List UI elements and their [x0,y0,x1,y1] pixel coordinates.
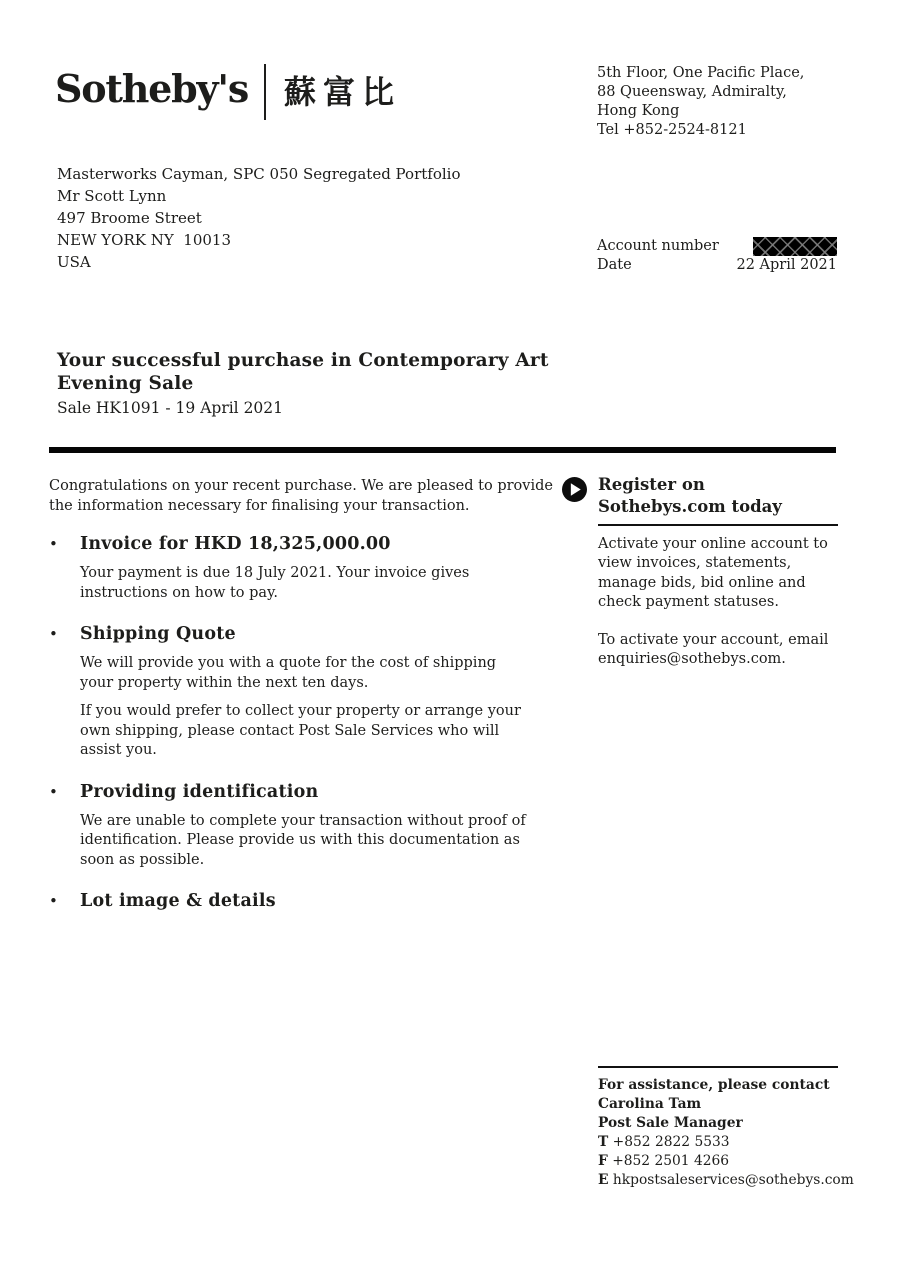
account-date-block [597,237,837,275]
letter-title: Your successful purchase in Contemporary Art Evening Sale [57,350,549,394]
date-label: Date [597,257,632,273]
bullet-heading: Lot image & details [80,891,276,911]
bullet-item-lot-image [49,890,554,921]
fax-label: F [598,1152,608,1169]
account-number-label: Account number [597,238,719,254]
phone-label: T [598,1133,609,1150]
email-address: hkpostsaleservices@sothebys.com [612,1171,854,1188]
date-value: 22 April 2021 [736,257,837,273]
register-heading: Register on Sothebys.com today [598,475,782,516]
contact-name: Carolina Tam [598,1095,702,1112]
account-number-redacted [753,237,837,256]
contact-role: Post Sale Manager [598,1114,743,1131]
recipient-line: USA [57,253,91,271]
bullet-marker [49,890,80,921]
phone-number: +852 2822 5533 [612,1133,730,1150]
office-address-line: Hong Kong [597,103,680,119]
intro-paragraph: Congratulations on your recent purchase. We are pleased to provide the information necessary for finalising your transaction. [49,478,553,514]
register-paragraph: To activate your account, email enquiries@sothebys.com. [598,631,829,667]
email-label: E [598,1171,609,1188]
bullet-marker [49,623,80,761]
contact-block [598,1066,854,1190]
play-circle-icon [562,477,587,502]
contact-rule [598,1066,838,1068]
bullet-paragraph: If you would prefer to collect your property or arrange your own shipping, please contact Post Sale Services who will assist you. [80,703,521,758]
bullet-heading: Providing identification [80,781,319,802]
bullet-paragraph: We will provide you with a quote for the cost of shipping your property within the next ten days. [80,655,497,691]
main-content-column [49,477,554,941]
register-section [562,474,840,670]
office-address-line: 88 Queensway, Admiralty, [597,84,787,100]
bullet-heading: Shipping Quote [80,624,236,644]
register-paragraph: Activate your online account to view invoices, statements, manage bids, bid online and check payment statuses. [598,535,828,610]
recipient-line: NEW YORK NY 10013 [57,231,232,249]
register-underline [598,524,838,526]
contact-fax [598,1152,838,1171]
section-divider-rule [49,447,836,453]
bullet-marker [49,781,80,871]
date-row [597,256,837,275]
contact-intro: For assistance, please contact [598,1076,830,1093]
account-number-row [597,237,837,256]
sothebys-logo [55,64,401,120]
contact-email [598,1171,854,1190]
sale-subtitle: Sale HK1091 - 19 April 2021 [57,399,284,417]
office-address-line: 5th Floor, One Pacific Place, [597,65,805,81]
recipient-line: 497 Broome Street [57,209,202,227]
bullet-heading: Invoice for HKD 18,325,000.00 [80,534,391,554]
bullet-item-invoice [49,533,554,603]
bullet-item-identification [49,781,554,871]
recipient-line: Mr Scott Lynn [57,187,167,205]
logo-divider [264,64,266,120]
fax-number: +852 2501 4266 [612,1152,730,1169]
contact-phone [598,1133,838,1152]
bullet-marker [49,533,80,603]
office-address-line: Tel +852-2524-8121 [597,122,747,138]
recipient-line: Masterworks Cayman, SPC 050 Segregated Portfolio [57,165,461,183]
bullet-item-shipping-quote [49,623,554,761]
office-address [597,64,804,140]
sothebys-cjk-wordmark: 蘇富比 [284,73,402,111]
bullet-paragraph: We are unable to complete your transaction without proof of identification. Please provide us with this documentation as soon as possible. [80,812,526,868]
sothebys-wordmark: Sotheby's [55,66,249,111]
bullet-paragraph: Your payment is due 18 July 2021. Your invoice gives instructions on how to pay. [80,565,470,601]
title-block [57,349,557,417]
recipient-address [57,163,460,273]
